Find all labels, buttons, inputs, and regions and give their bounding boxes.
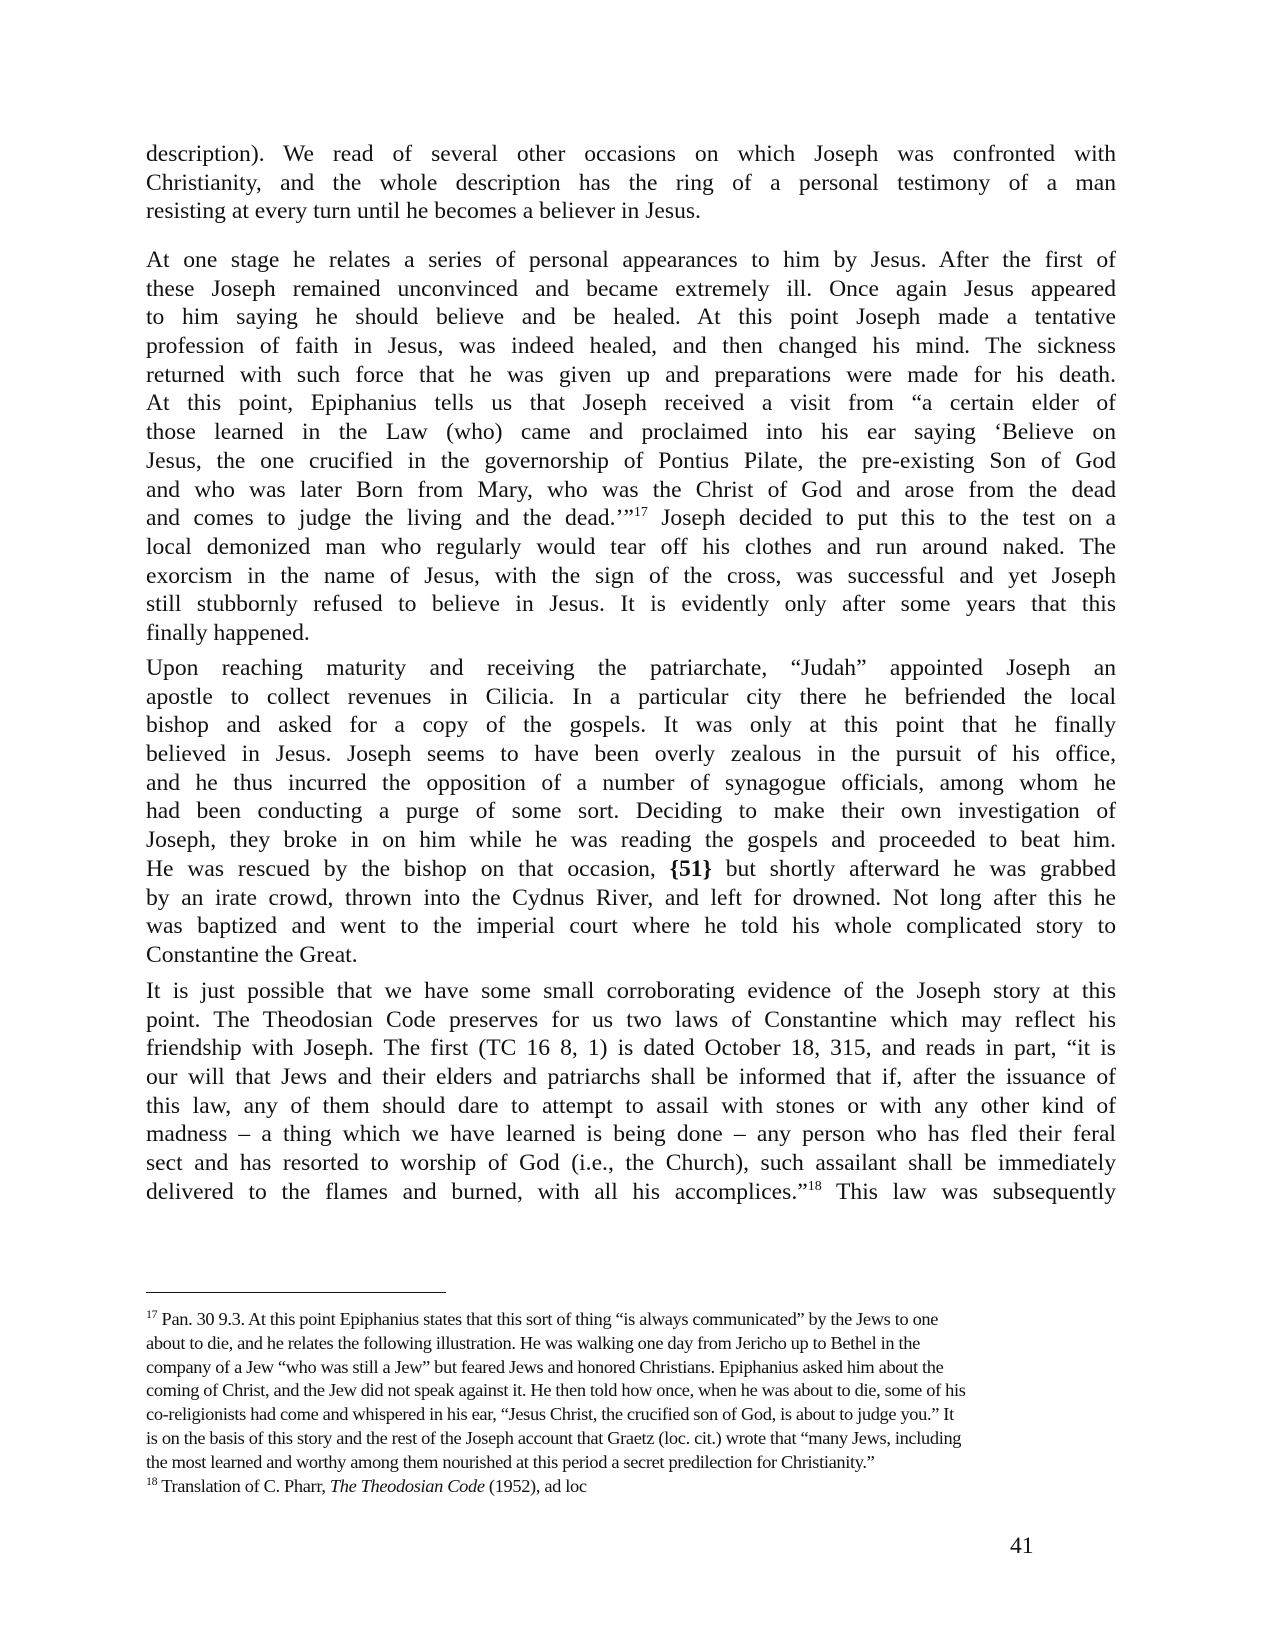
- footnote-number: 17: [146, 1307, 158, 1321]
- text-line: Upon reaching maturity and receiving the patriarchate, “Judah” appointed Joseph an: [146, 655, 1116, 681]
- footnote-separator: [146, 1292, 446, 1293]
- footnote-line: co-religionists had come and whispered in his ear, “Jesus Christ, the crucified son of God, is about to judge you.” It: [146, 1404, 954, 1425]
- footnote-text: Translation of C. Pharr,: [157, 1475, 330, 1496]
- text-line: these Joseph remained unconvinced and became extremely ill. Once again Jesus appeared: [146, 275, 1116, 302]
- text-line: bishop and asked for a copy of the gospels. It was only at this point that he finally: [146, 712, 1116, 739]
- paragraph-1: [146, 140, 1116, 226]
- footnote-line: the most learned and worthy among them nourished at this period a secret predilection for Christianity.”: [146, 1451, 875, 1472]
- paragraph-3: [146, 654, 1116, 970]
- line-text: Joseph decided to put this to the test on a: [647, 505, 1116, 532]
- text-line: Christianity, and the whole description has the ring of a personal testimony of a man: [146, 169, 1116, 196]
- line-text: delivered to the flames and burned, with all his accomplices.”: [146, 1178, 808, 1205]
- line-text: This law was subsequently: [821, 1178, 1116, 1205]
- text-line: Jesus, the one crucified in the governorship of Pontius Pilate, the pre-existing Son of God: [146, 447, 1116, 474]
- text-line: description). We read of several other occasions on which Joseph was confronted with: [146, 141, 1116, 167]
- text-line: had been conducting a purge of some sort. Deciding to make their own investigation of: [146, 798, 1116, 825]
- text-line: sect and has resorted to worship of God (i.e., the Church), such assailant shall be immediately: [146, 1150, 1116, 1177]
- line-text: He was rescued by the bishop on that occasion,: [146, 855, 670, 882]
- body-text: [146, 140, 1116, 226]
- footnote-line: is on the basis of this story and the rest of the Joseph account that Graetz (loc. cit.) wrote that “many Jews, including: [146, 1427, 962, 1448]
- text-line: profession of faith in Jesus, was indeed healed, and then changed his mind. The sickness: [146, 333, 1116, 360]
- text-line: our will that Jews and their elders and patriarchs shall be informed that if, after the issuance of: [146, 1064, 1116, 1091]
- text-line: still stubbornly refused to believe in Jesus. It is evidently only after some years that this: [146, 591, 1116, 618]
- text-line: point. The Theodosian Code preserves for us two laws of Constantine which may reflect his: [146, 1006, 1116, 1033]
- text-line: this law, any of them should dare to attempt to assail with stones or with any other kind of: [146, 1092, 1116, 1119]
- text-line: madness – a thing which we have learned is being done – any person who has fled their feral: [146, 1121, 1116, 1148]
- text-line: to him saying he should believe and be healed. At this point Joseph made a tentative: [146, 304, 1116, 331]
- text-line: finally happened.: [146, 619, 310, 646]
- footnote-ref-18[interactable]: 18: [807, 1178, 822, 1194]
- text-line: local demonized man who regularly would tear off his clothes and run around naked. The: [146, 533, 1116, 560]
- line-text: but shortly afterward he was grabbed: [711, 855, 1116, 882]
- text-line: [146, 1178, 1116, 1207]
- text-line: apostle to collect revenues in Cilicia. In a particular city there he befriended the local: [146, 683, 1116, 710]
- text-line: At this point, Epiphanius tells us that Joseph received a visit from “a certain elder of: [146, 390, 1116, 417]
- text-line: [146, 855, 1116, 884]
- footnote-line: coming of Christ, and the Jew did not speak against it. He then told how once, when he was about to die, some of his: [146, 1380, 966, 1401]
- text-line: and who was later Born from Mary, who was the Christ of God and arose from the dead: [146, 476, 1116, 503]
- body-text: [146, 246, 1116, 648]
- text-line: [146, 504, 1116, 533]
- text-line: returned with such force that he was given up and preparations were made for his death.: [146, 361, 1116, 388]
- page-marker: {51}: [669, 855, 712, 882]
- paragraph-2: [146, 246, 1116, 648]
- page-number: 41: [1010, 1533, 1034, 1559]
- footnote-text: Pan. 30 9.3. At this point Epiphanius states that this sort of thing “is always communicated” by the Jews to one: [157, 1309, 939, 1329]
- footnote-17: [146, 1308, 1116, 1475]
- footnote-line: about to die, and he relates the following illustration. He was walking one day from Jericho up to Bethel in the: [146, 1332, 920, 1353]
- footnotes: [146, 1308, 1116, 1498]
- paragraph-4: [146, 977, 1116, 1207]
- body-text: [146, 654, 1116, 970]
- text-line: exorcism in the name of Jesus, with the sign of the cross, was successful and yet Joseph: [146, 562, 1116, 589]
- footnote-line: [146, 1308, 1116, 1332]
- text-line: It is just possible that we have some small corroborating evidence of the Joseph story at this: [146, 978, 1116, 1004]
- text-line: was baptized and went to the imperial court where he told his whole complicated story to: [146, 913, 1116, 940]
- footnote-number: 18: [146, 1473, 158, 1488]
- text-line: believed in Jesus. Joseph seems to have been overly zealous in the pursuit of his office,: [146, 741, 1116, 768]
- text-line: Joseph, they broke in on him while he was reading the gospels and proceeded to beat him.: [146, 827, 1116, 854]
- body-text: [146, 977, 1116, 1207]
- text-line: Constantine the Great.: [146, 941, 358, 968]
- line-text: and comes to judge the living and the dead.’”: [146, 505, 634, 532]
- footnote-text: (1952), ad loc: [484, 1475, 587, 1496]
- text-line: friendship with Joseph. The first (TC 16 8, 1) is dated October 18, 315, and reads in part, “it is: [146, 1035, 1116, 1062]
- footnote-line: [146, 1475, 1116, 1499]
- footnote-line: company of a Jew “who was still a Jew” but feared Jews and honored Christians. Epiphanius asked him about the: [146, 1356, 944, 1377]
- footnote-18: [146, 1475, 1116, 1499]
- footnote-ref-17[interactable]: 17: [633, 505, 648, 521]
- text-line: by an irate crowd, thrown into the Cydnus River, and left for drowned. Not long after this he: [146, 884, 1116, 911]
- text-line: and he thus incurred the opposition of a number of synagogue officials, among whom he: [146, 769, 1116, 796]
- text-line: At one stage he relates a series of personal appearances to him by Jesus. After the first of: [146, 247, 1116, 273]
- text-line: those learned in the Law (who) came and proclaimed into his ear saying ‘Believe on: [146, 419, 1116, 446]
- book-title: The Theodosian Code: [329, 1475, 485, 1496]
- text-line: resisting at every turn until he becomes a believer in Jesus.: [146, 198, 701, 225]
